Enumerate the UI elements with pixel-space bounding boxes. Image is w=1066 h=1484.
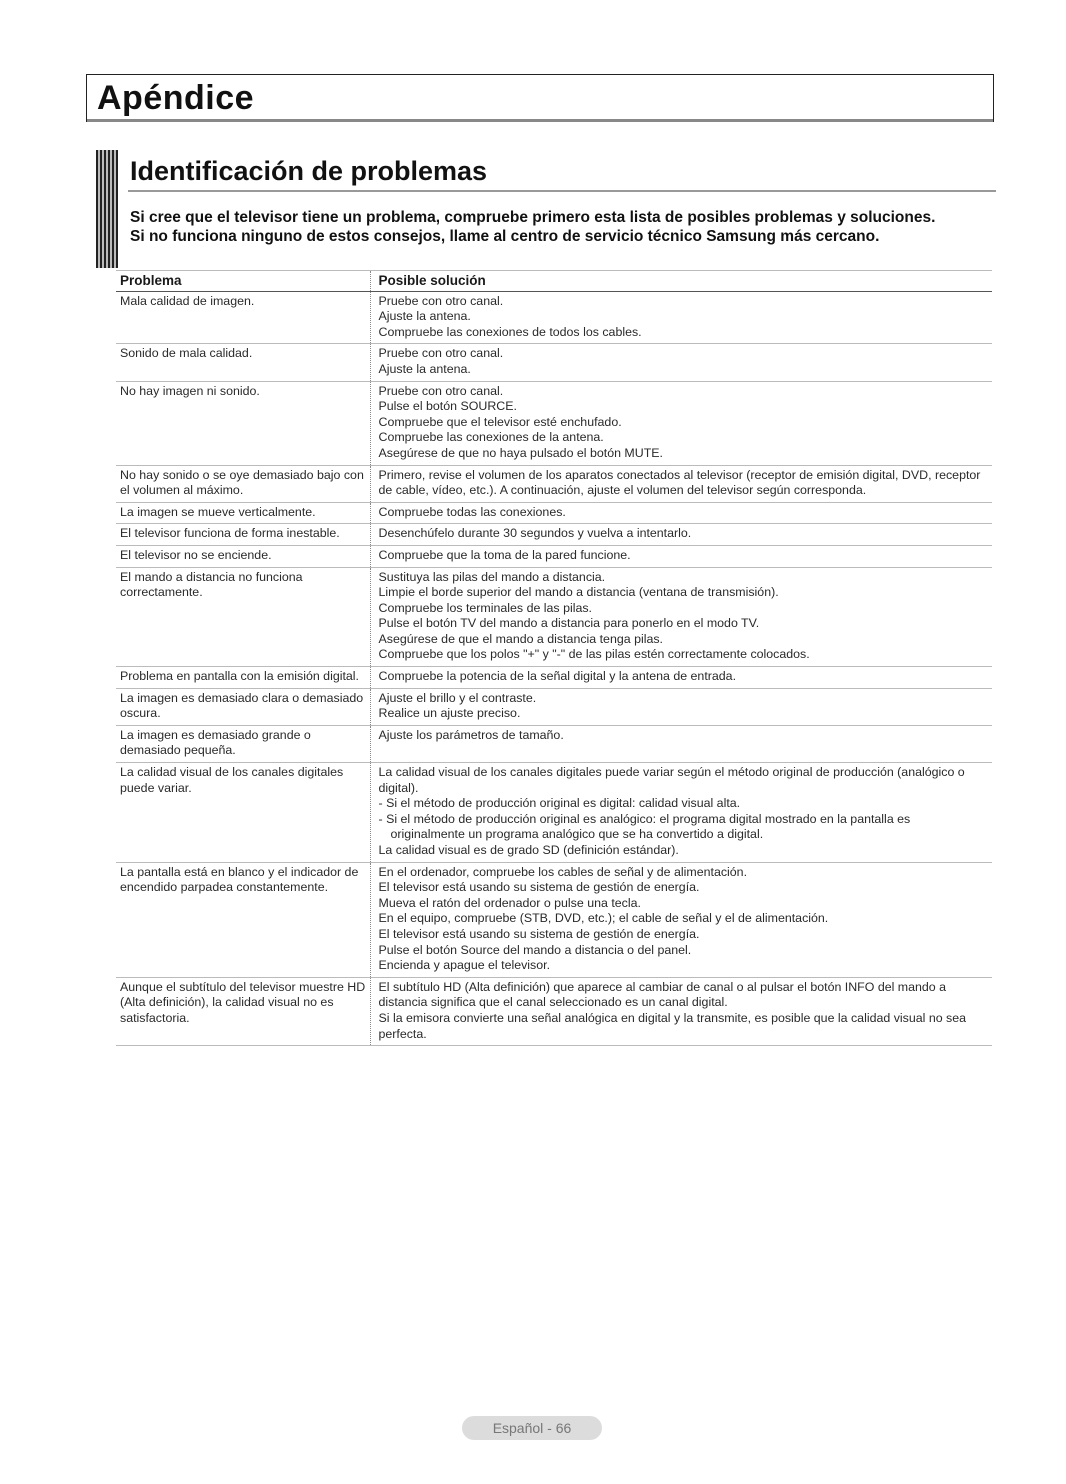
- solution-line: Realice un ajuste preciso.: [378, 706, 521, 721]
- solution-line: Encienda y apague el televisor.: [378, 958, 551, 973]
- solution-line: Pulse el botón TV del mando a distancia para ponerlo en el modo TV.: [378, 616, 760, 631]
- table-row: [116, 524, 992, 546]
- solution-cell: [370, 862, 992, 977]
- problem-cell: Problema en pantalla con la emisión digital.: [116, 667, 370, 689]
- solution-line: Compruebe la potencia de la señal digital y la antena de entrada.: [378, 669, 737, 684]
- troubleshooting-table: [116, 270, 992, 1046]
- solution-cell: [370, 344, 992, 381]
- table-row: [116, 502, 992, 524]
- solution-line: Sustituya las pilas del mando a distancia.: [378, 569, 606, 584]
- problem-cell: El mando a distancia no funciona correctamente.: [116, 567, 370, 667]
- solution-cell: [370, 567, 992, 667]
- header-rule: [87, 119, 993, 122]
- intro-line: Si no funciona ninguno de estos consejos, llame al centro de servicio técnico Samsung más cercano.: [130, 228, 880, 245]
- solution-cell: [370, 688, 992, 725]
- solution-line: Asegúrese de que no haya pulsado el botón MUTE.: [378, 445, 663, 460]
- page-number-badge: Español - 66: [462, 1416, 602, 1440]
- solution-line: El televisor está usando su sistema de gestión de energía.: [378, 880, 700, 895]
- solution-line: Pulse el botón SOURCE.: [378, 399, 517, 414]
- solution-cell: [370, 725, 992, 762]
- problem-cell: La imagen es demasiado grande o demasiado pequeña.: [116, 725, 370, 762]
- table-row: [116, 763, 992, 863]
- table-row: [116, 862, 992, 977]
- solution-line: Compruebe las conexiones de todos los cables.: [378, 324, 642, 339]
- solution-line: Pulse el botón Source del mando a distancia o del panel.: [378, 942, 692, 957]
- section-title: Identificación de problemas: [130, 156, 488, 186]
- section-marker-bar: [96, 150, 118, 268]
- solution-line: Ajuste la antena.: [378, 361, 471, 376]
- solution-cell: [370, 502, 992, 524]
- solution-line: Mueva el ratón del ordenador o pulse una tecla.: [378, 895, 641, 910]
- solution-cell: [370, 465, 992, 502]
- solution-line: Asegúrese de que el mando a distancia tenga pilas.: [378, 631, 663, 646]
- solution-line: Compruebe que los polos "+" y "-" de las pilas estén correctamente colocados.: [378, 647, 810, 662]
- solution-cell: [370, 524, 992, 546]
- table-row: [116, 977, 992, 1045]
- problem-cell: No hay sonido o se oye demasiado bajo con el volumen al máximo.: [116, 465, 370, 502]
- column-header-solution: Posible solución: [370, 271, 992, 292]
- solution-line: Pruebe con otro canal.: [378, 293, 504, 308]
- problem-cell: Aunque el subtítulo del televisor muestre HD (Alta definición), la calidad visual no es satisfactoria.: [116, 977, 370, 1045]
- appendix-title: Apéndice: [97, 79, 255, 117]
- problem-cell: La imagen es demasiado clara o demasiado oscura.: [116, 688, 370, 725]
- problem-cell: La calidad visual de los canales digitales puede variar.: [116, 763, 370, 863]
- solution-line: - Si el método de producción original es analógico: el programa digital mostrado en la pantalla es originalmente un programa analógico que se ha convertido a digital.: [378, 811, 911, 842]
- solution-line: Ajuste los parámetros de tamaño.: [378, 727, 564, 742]
- table-row: [116, 545, 992, 567]
- problem-cell: No hay imagen ni sonido.: [116, 381, 370, 465]
- table-row: [116, 291, 992, 344]
- solution-line: Compruebe todas las conexiones.: [378, 504, 566, 519]
- table-row: [116, 344, 992, 381]
- solution-line: La calidad visual es de grado SD (definición estándar).: [378, 843, 679, 857]
- solution-cell: [370, 381, 992, 465]
- solution-line: El televisor está usando su sistema de gestión de energía.: [378, 926, 700, 941]
- solution-cell: [370, 667, 992, 689]
- solution-line: Ajuste el brillo y el contraste.: [378, 690, 537, 705]
- solution-line: Desenchúfelo durante 30 segundos y vuelva a intentarlo.: [378, 526, 692, 541]
- solution-cell: [370, 977, 992, 1045]
- solution-line: Limpie el borde superior del mando a distancia (ventana de transmisión).: [378, 585, 779, 600]
- table-row: [116, 725, 992, 762]
- solution-line: Compruebe que el televisor esté enchufado.: [378, 414, 622, 429]
- solution-line: Compruebe los terminales de las pilas.: [378, 600, 592, 615]
- solution-line: Si la emisora convierte una señal analógica en digital y la transmite, es posible que la calidad visual no sea perfecta.: [378, 1010, 967, 1041]
- intro-text: [130, 208, 1000, 246]
- solution-line: - Si el método de producción original es digital: calidad visual alta.: [378, 796, 741, 811]
- solution-line: Compruebe las conexiones de la antena.: [378, 430, 604, 445]
- solution-line: El subtítulo HD (Alta definición) que aparece al cambiar de canal o al pulsar el botón INFO del mando a distancia significa que el canal seleccionado es un canal digital.: [378, 979, 947, 1010]
- solution-line: Primero, revise el volumen de los aparatos conectados al televisor (receptor de emisión digital, DVD, receptor de cable, vídeo, etc.). A continuación, ajuste el volumen del televisor según corresponda.: [378, 467, 981, 498]
- table-header-row: [116, 271, 992, 292]
- table-row: [116, 688, 992, 725]
- appendix-header-box: [86, 74, 994, 122]
- problem-cell: La imagen se mueve verticalmente.: [116, 502, 370, 524]
- table-row: [116, 465, 992, 502]
- solution-cell: [370, 291, 992, 344]
- solution-line: Pruebe con otro canal.: [378, 383, 504, 398]
- problem-cell: La pantalla está en blanco y el indicador de encendido parpadea constantemente.: [116, 862, 370, 977]
- intro-line: Si cree que el televisor tiene un problema, compruebe primero esta lista de posibles problemas y soluciones.: [130, 209, 936, 226]
- table-row: [116, 381, 992, 465]
- column-header-problem: Problema: [116, 271, 370, 292]
- solution-line: Pruebe con otro canal.: [378, 346, 504, 361]
- table-row: [116, 667, 992, 689]
- problem-cell: El televisor funciona de forma inestable.: [116, 524, 370, 546]
- solution-cell: [370, 545, 992, 567]
- section-underline: [128, 190, 996, 192]
- problem-cell: El televisor no se enciende.: [116, 545, 370, 567]
- problem-cell: Sonido de mala calidad.: [116, 344, 370, 381]
- solution-cell: [370, 763, 992, 863]
- solution-line: En el equipo, compruebe (STB, DVD, etc.); el cable de señal y el de alimentación.: [378, 911, 829, 926]
- problem-cell: Mala calidad de imagen.: [116, 291, 370, 344]
- table-row: [116, 567, 992, 667]
- solution-line: La calidad visual de los canales digitales puede variar según el método original de producción (analógico o digital).: [378, 765, 965, 795]
- solution-line: En el ordenador, compruebe los cables de señal y de alimentación.: [378, 864, 748, 879]
- solution-line: Ajuste la antena.: [378, 309, 471, 324]
- solution-line: Compruebe que la toma de la pared funcione.: [378, 547, 631, 562]
